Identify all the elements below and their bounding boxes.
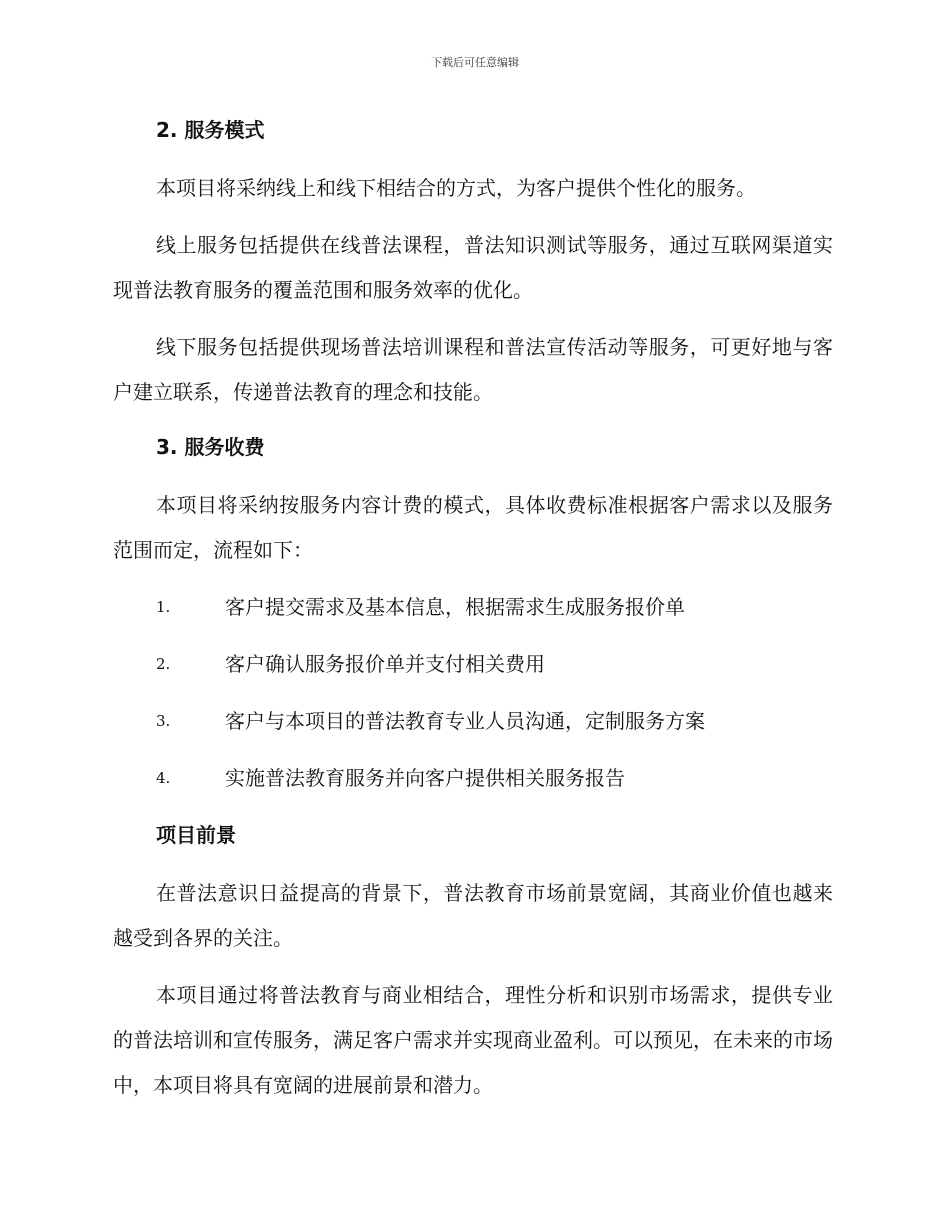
list-item-number: 3. <box>156 712 171 730</box>
paragraph-fee-model: 本项目将采纳按服务内容计费的模式，具体收费标准根据客户需求以及服务范围而定，流程如下： <box>113 493 833 562</box>
section-heading-service-fees: 3. 服务收费 <box>156 435 265 459</box>
list-item-text: 实施普法教育服务并向客户提供相关服务报告 <box>225 766 625 790</box>
paragraph-market-background: 在普法意识日益提高的背景下，普法教育市场前景宽阔，其商业价值也越来越受到各界的关注。 <box>113 881 833 950</box>
paragraph-offline-services: 线下服务包括提供现场普法培训课程和普法宣传活动等服务，可更好地与客户建立联系，传递普法教育的理念和技能。 <box>113 335 833 404</box>
list-item <box>113 585 833 630</box>
list-item-text: 客户与本项目的普法教育专业人员沟通，定制服务方案 <box>225 709 705 733</box>
section-heading-service-mode: 2. 服务模式 <box>156 118 265 142</box>
page-header: 下载后可任意编辑 <box>431 56 519 69</box>
list-item-text: 客户确认服务报价单并支付相关费用 <box>225 652 545 676</box>
list-item <box>113 756 833 801</box>
list-item <box>113 699 833 744</box>
section-heading-project-prospects: 项目前景 <box>156 823 236 847</box>
paragraph-project-outlook: 本项目通过将普法教育与商业相结合，理性分析和识别市场需求，提供专业的普法培训和宣传服务，满足客户需求并实现商业盈利。可以预见，在未来的市场中，本项目将具有宽阔的进展前景和潜力。 <box>113 983 833 1097</box>
list-item <box>113 642 833 687</box>
paragraph-service-mode-intro: 本项目将采纳线上和线下相结合的方式，为客户提供个性化的服务。 <box>156 176 756 200</box>
fee-process-list <box>113 585 833 801</box>
list-item-number: 4. <box>156 769 171 787</box>
paragraph-online-services: 线上服务包括提供在线普法课程，普法知识测试等服务，通过互联网渠道实现普法教育服务的覆盖范围和服务效率的优化。 <box>113 233 833 302</box>
list-item-text: 客户提交需求及基本信息，根据需求生成服务报价单 <box>225 595 685 619</box>
list-item-number: 2. <box>156 655 171 673</box>
document-body <box>113 110 833 1120</box>
list-item-number: 1. <box>156 598 171 616</box>
